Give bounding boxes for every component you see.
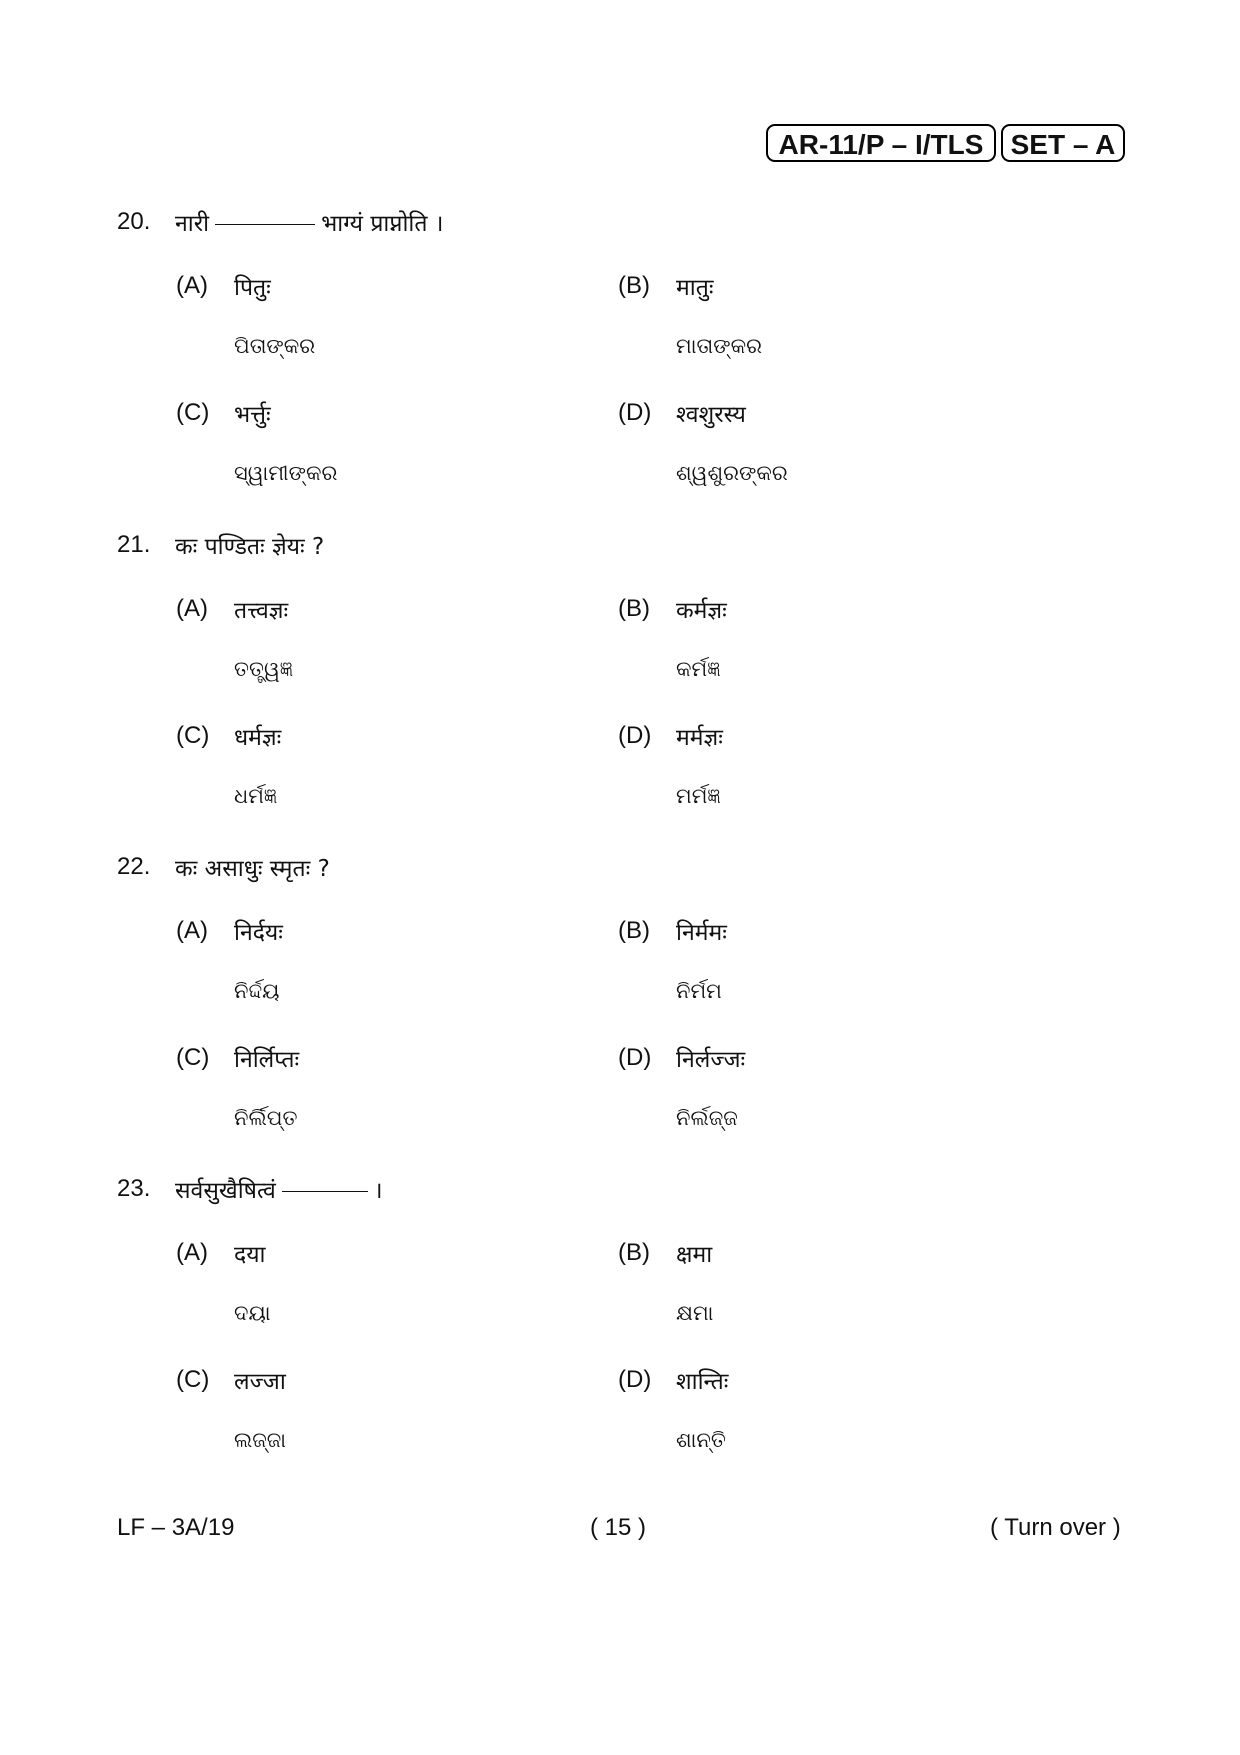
option-c-translation: ନିର୍ଲିପ୍ତ	[234, 1106, 298, 1130]
footer-code: LF – 3A/19	[117, 1514, 235, 1541]
option-letter-c: (C)	[176, 1044, 210, 1071]
option-letter-b: (B)	[618, 1239, 650, 1266]
option-d-translation: ନିର୍ଲଜ୍ଜ	[676, 1106, 738, 1130]
option-letter-b: (B)	[618, 595, 650, 622]
option-d-text: शान्तिः	[676, 1369, 729, 1395]
turn-over-note: ( Turn over )	[990, 1514, 1121, 1541]
option-d-text: निर्लज्जः	[676, 1047, 746, 1073]
option-b-translation: ନିର୍ମମ	[676, 979, 722, 1003]
option-c-text: भर्त्तुः	[234, 402, 271, 428]
option-d-text: मर्मज्ञः	[676, 725, 723, 751]
option-letter-a: (A)	[176, 595, 208, 622]
answer-blank	[282, 1191, 368, 1192]
option-a-translation: ପିତାଙ୍କର	[234, 334, 316, 358]
question-number: 23.	[117, 1175, 151, 1202]
option-c-translation: ଲଜ୍ଜା	[234, 1428, 287, 1452]
option-letter-c: (C)	[176, 1366, 210, 1393]
option-b-text: निर्ममः	[676, 920, 727, 946]
option-c-translation: ଧର୍ମଜ୍ଞ	[234, 784, 278, 808]
option-letter-a: (A)	[176, 1239, 208, 1266]
option-d-translation: ଶ୍ୱଶୁରଙ୍କର	[676, 461, 788, 485]
option-b-translation: କ୍ଷମା	[676, 1301, 714, 1325]
option-letter-a: (A)	[176, 917, 208, 944]
option-a-translation: ତତ୍ତ୍ୱଜ୍ଞ	[234, 657, 294, 681]
option-letter-b: (B)	[618, 272, 650, 299]
option-letter-d: (D)	[618, 722, 652, 749]
option-b-translation: କର୍ମଜ୍ଞ	[676, 657, 721, 681]
question-number: 22.	[117, 853, 151, 880]
question-text: कः पण्डितः ज्ञेयः ?	[175, 534, 325, 560]
answer-blank	[215, 224, 315, 225]
option-a-text: दया	[234, 1242, 266, 1268]
option-d-text: श्वशुरस्य	[676, 402, 746, 428]
option-letter-b: (B)	[618, 917, 650, 944]
option-d-translation: ଶାନ୍ତି	[676, 1428, 726, 1452]
option-b-translation: ମାତାଙ୍କର	[676, 334, 763, 358]
option-b-text: कर्मज्ञः	[676, 598, 727, 624]
option-letter-c: (C)	[176, 399, 210, 426]
option-b-text: क्षमा	[676, 1242, 713, 1268]
question-text: नारी भाग्यं प्राप्नोति ।	[175, 211, 444, 237]
option-letter-d: (D)	[618, 399, 652, 426]
option-b-text: मातुः	[676, 275, 714, 301]
option-letter-d: (D)	[618, 1044, 652, 1071]
option-c-text: निर्लिप्तः	[234, 1047, 300, 1073]
option-d-translation: ମର୍ମଜ୍ଞ	[676, 784, 721, 808]
option-c-text: धर्मज्ञः	[234, 725, 282, 751]
option-a-text: निर्दयः	[234, 920, 283, 946]
set-code-box: SET – A	[1001, 124, 1125, 162]
question-text: कः असाधुः स्मृतः ?	[175, 856, 330, 882]
paper-code-box: AR-11/P – I/TLS	[766, 124, 996, 162]
option-a-text: पितुः	[234, 275, 271, 301]
question-text: सर्वसुखैषित्वं ।	[175, 1178, 383, 1204]
page-number: ( 15 )	[590, 1514, 647, 1541]
option-letter-c: (C)	[176, 722, 210, 749]
option-c-text: लज्जा	[234, 1369, 286, 1395]
option-a-translation: ନିର୍ଦ୍ଦୟ	[234, 979, 280, 1003]
option-a-text: तत्त्वज्ञः	[234, 598, 289, 624]
option-a-translation: ଦୟା	[234, 1301, 271, 1325]
option-letter-a: (A)	[176, 272, 208, 299]
option-c-translation: ସ୍ୱାମୀଙ୍କର	[234, 461, 338, 485]
option-letter-d: (D)	[618, 1366, 652, 1393]
question-number: 20.	[117, 208, 151, 235]
question-number: 21.	[117, 531, 151, 558]
